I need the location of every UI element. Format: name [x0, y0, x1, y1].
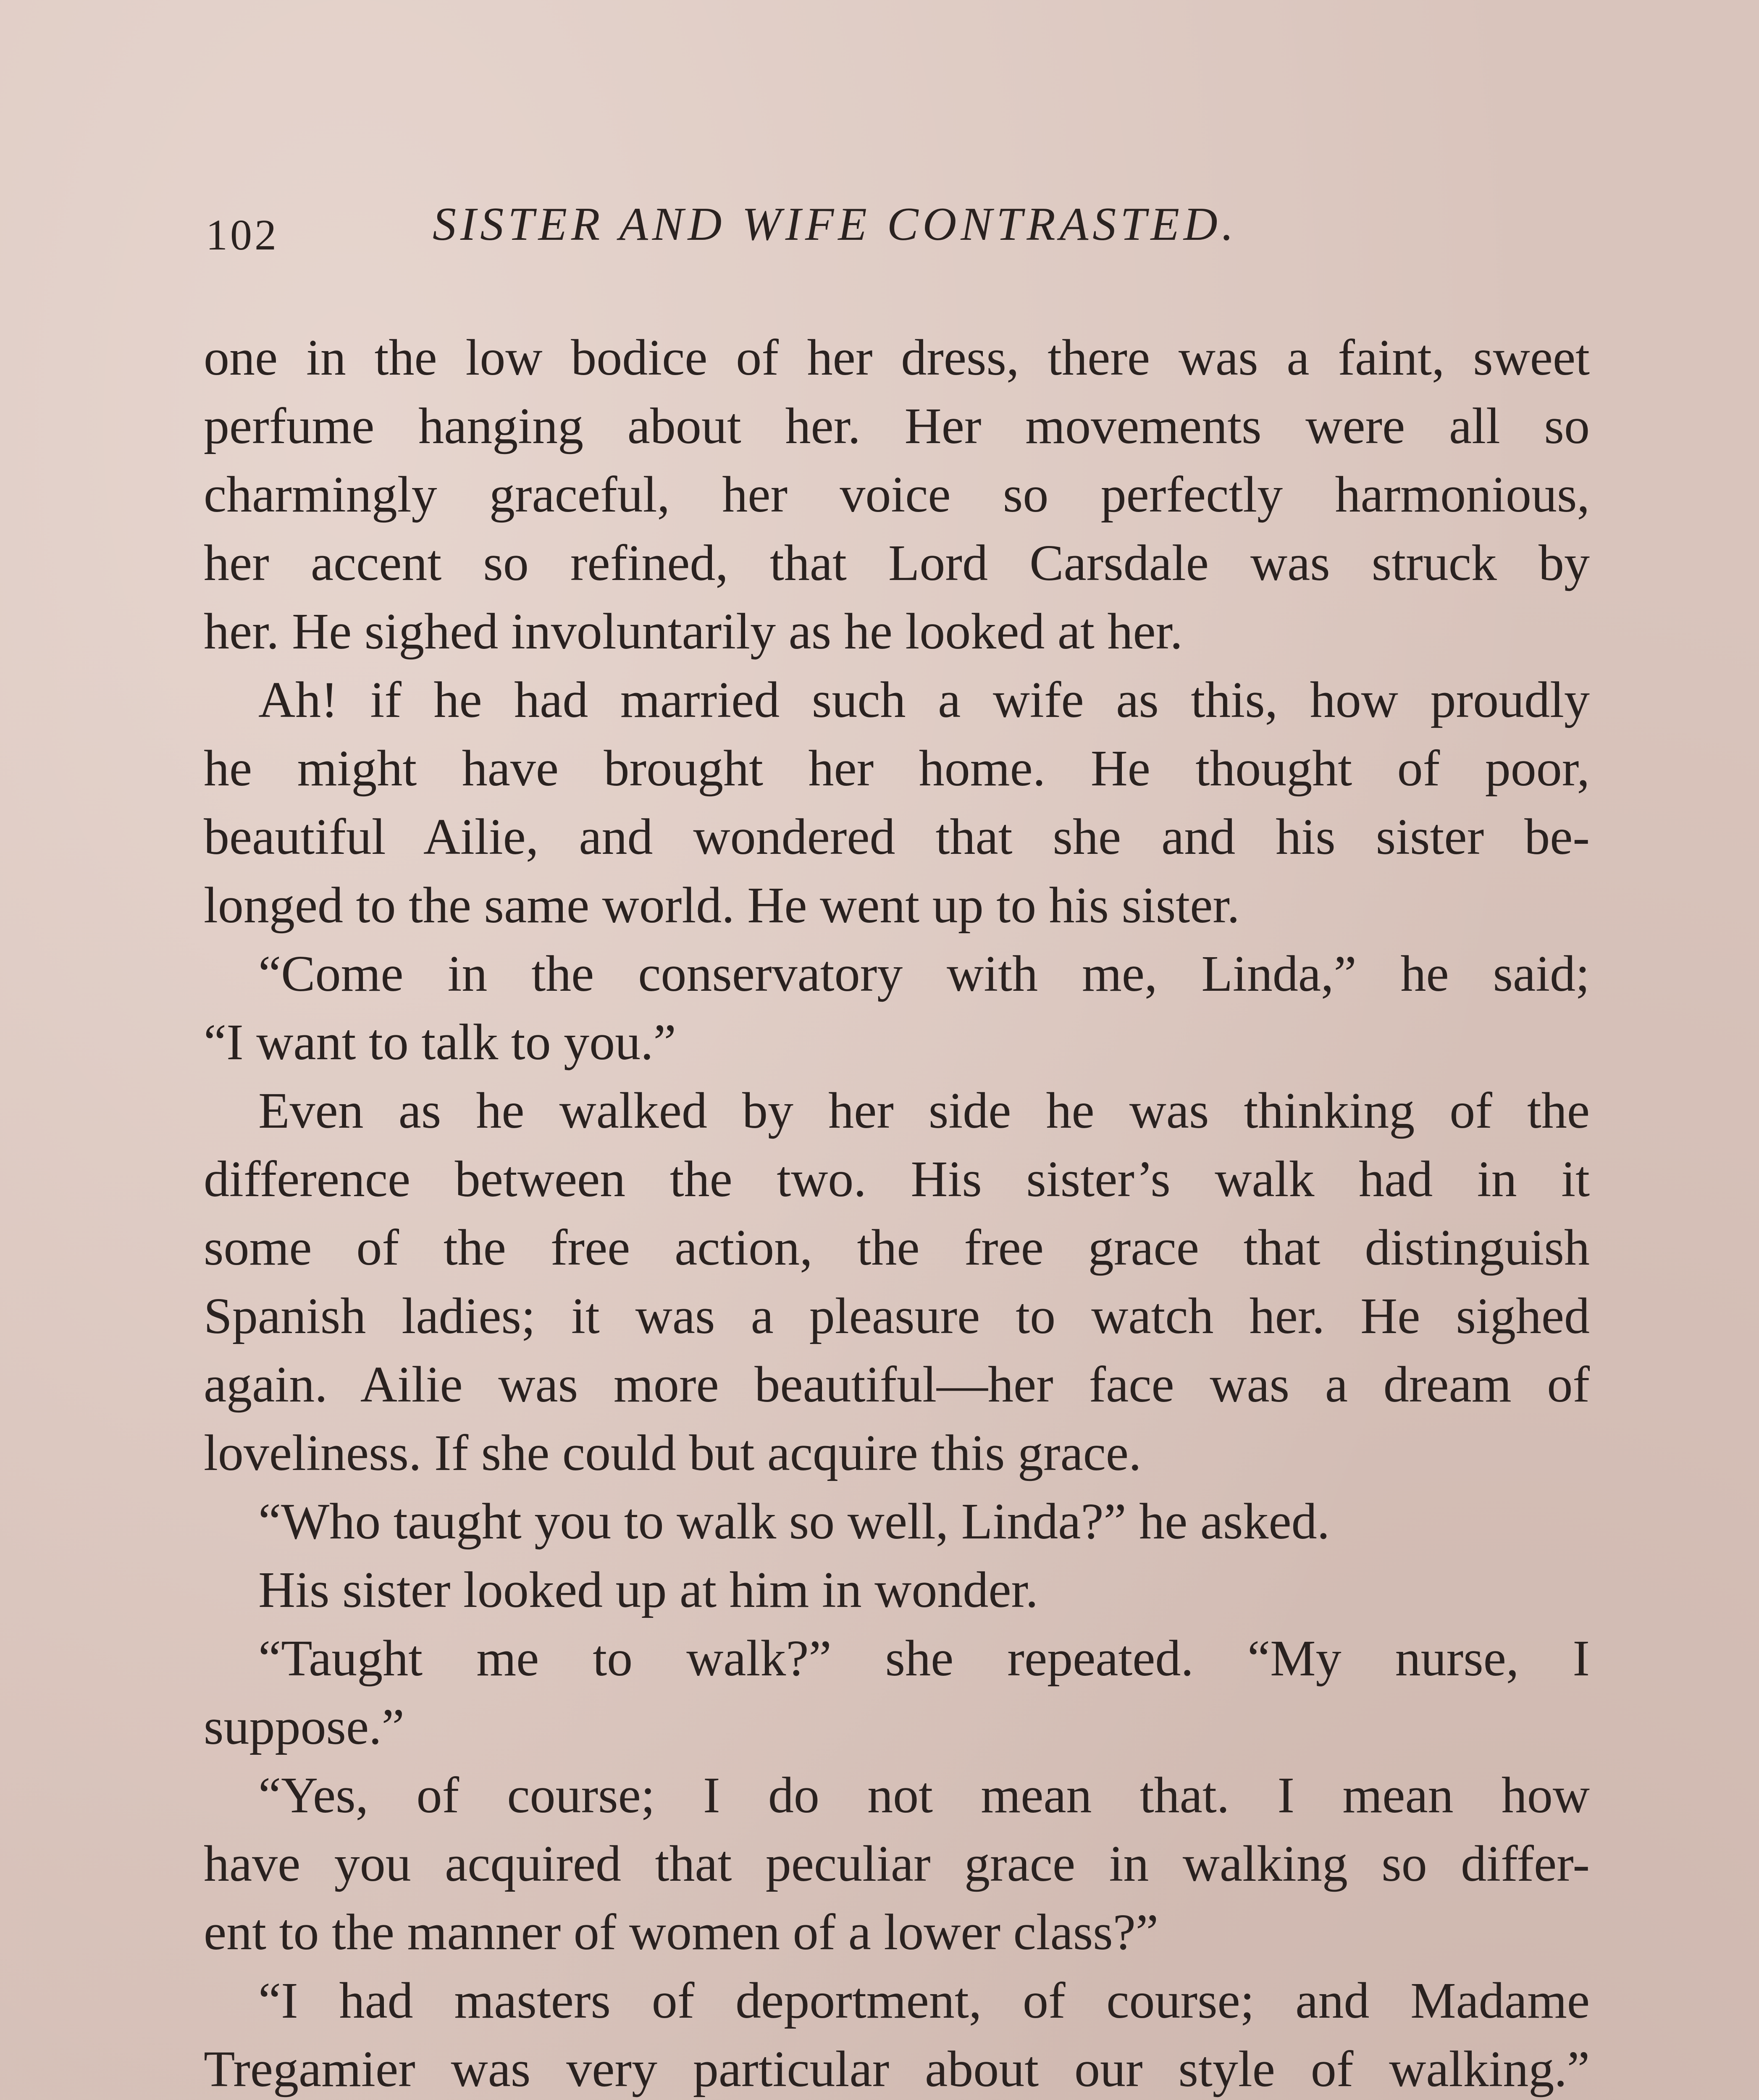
running-title: SISTER AND WIFE CONTRASTED. — [433, 198, 1238, 250]
text-line: loveliness. If she could but acquire this grace. — [204, 1425, 1142, 1481]
text-line: “Who taught you to walk so well, Linda?” he asked. — [258, 1493, 1330, 1550]
text-line: “I want to talk to you.” — [204, 1014, 676, 1071]
text-line: suppose.” — [204, 1698, 404, 1755]
text-line: longed to the same world. He went up to his sister. — [204, 877, 1240, 934]
text-line: charmingly graceful, her voice so perfectly harmonious, — [204, 466, 1590, 523]
text-line: he might have brought her home. He thought of poor, — [204, 740, 1590, 797]
text-line: “Yes, of course; I do not mean that. I mean how — [258, 1767, 1590, 1824]
text-line: “Taught me to walk?” she repeated. “My nurse, I — [258, 1630, 1590, 1687]
text-line: difference between the two. His sister’s walk had in it — [204, 1151, 1590, 1208]
running-head — [206, 197, 1592, 269]
text-line: Ah! if he had married such a wife as this, how proudly — [258, 672, 1590, 728]
text-line: perfume hanging about her. Her movements were all so — [204, 398, 1590, 454]
text-line: “Come in the conservatory with me, Linda,” he said; — [258, 945, 1590, 1002]
text-line: Spanish ladies; it was a pleasure to watch her. He sighed — [204, 1288, 1590, 1344]
page-number: 102 — [206, 211, 279, 259]
text-line: have you acquired that peculiar grace in walking so differ- — [204, 1835, 1590, 1892]
text-line: her accent so refined, that Lord Carsdale was struck by — [204, 535, 1590, 591]
text-line: Even as he walked by her side he was thinking of the — [258, 1082, 1590, 1139]
text-line: His sister looked up at him in wonder. — [258, 1562, 1038, 1618]
text-line: one in the low bodice of her dress, there was a faint, sweet — [204, 329, 1590, 386]
text-line: ent to the manner of women of a lower class?” — [204, 1904, 1159, 1961]
body-text — [204, 323, 1590, 2100]
text-line: beautiful Ailie, and wondered that she and his sister be- — [204, 808, 1590, 865]
text-line: again. Ailie was more beautiful—her face was a dream of — [204, 1356, 1590, 1413]
text-line: “I had masters of deportment, of course; and Madame — [258, 1972, 1590, 2029]
text-line: Tregamier was very particular about our style of walking.” — [204, 2041, 1590, 2097]
text-line: her. He sighed involuntarily as he looked at her. — [204, 603, 1183, 660]
text-line: some of the free action, the free grace that distinguish — [204, 1219, 1590, 1276]
